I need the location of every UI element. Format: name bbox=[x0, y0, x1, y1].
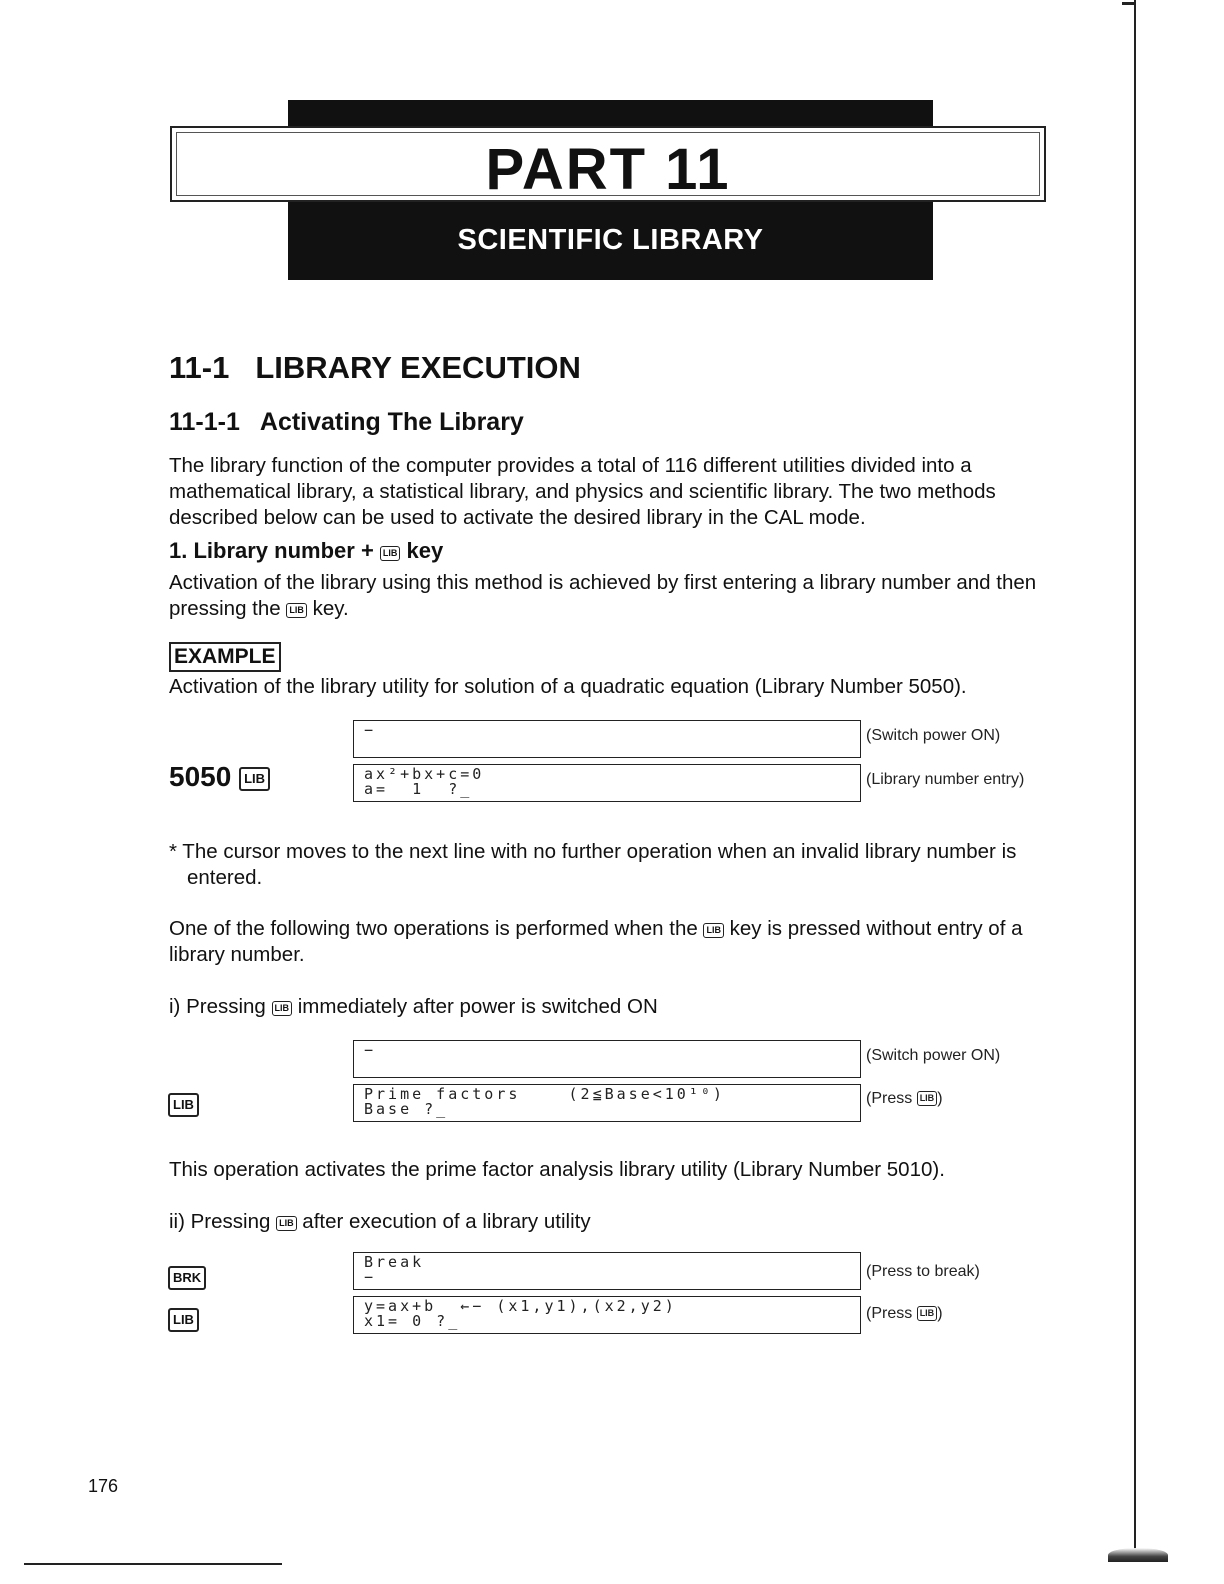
binding-rule bbox=[1134, 0, 1136, 1560]
library-number-entry: 5050 bbox=[169, 761, 232, 792]
subsection-title: Activating The Library bbox=[259, 408, 524, 436]
method1-heading-prefix: 1. Library number + bbox=[169, 538, 374, 563]
key-sequence bbox=[168, 1308, 199, 1332]
lib-key-icon: LIB bbox=[168, 1308, 199, 1332]
method1-heading-suffix: key bbox=[406, 538, 444, 563]
lib-key-icon: LIB bbox=[703, 923, 724, 938]
method1-text-a: Activation of the library using this method is achieved by first entering a library number and then pressing the bbox=[169, 571, 1037, 620]
lib-key-icon: LIB bbox=[168, 1093, 199, 1117]
note-prefix: (Press bbox=[866, 1090, 913, 1107]
case1-suffix: immediately after power is switched ON bbox=[297, 995, 658, 1018]
case2-prefix: ii) Pressing bbox=[169, 1210, 271, 1233]
lcd-line: x1= 0 ?_ bbox=[364, 1312, 461, 1330]
subsection-number: 11-1-1 bbox=[169, 408, 240, 436]
header-band bbox=[288, 202, 933, 280]
operations-intro-b: key is pressed without entry of a library number. bbox=[169, 917, 1023, 966]
footnote: * The cursor moves to the next line with no further operation when an invalid library number is entered. bbox=[169, 840, 1017, 889]
lcd-line: y=ax+b ←− (x1,y1),(x2,y2) bbox=[364, 1297, 677, 1315]
example-label: EXAMPLE bbox=[169, 642, 281, 672]
page-number: 176 bbox=[88, 1476, 119, 1496]
case2-heading bbox=[169, 1209, 1059, 1235]
lcd-line: a= 1 ?_ bbox=[364, 780, 473, 798]
operations-intro bbox=[169, 916, 1059, 968]
lcd-line: − bbox=[364, 721, 377, 739]
lcd-line: Prime factors (2≦Base<10¹⁰) bbox=[364, 1085, 725, 1103]
lcd-display bbox=[353, 764, 861, 802]
lcd-display bbox=[353, 1252, 861, 1290]
part-title-frame bbox=[170, 126, 1046, 202]
case1-result: This operation activates the prime factor analysis library utility (Library Number 5010). bbox=[169, 1158, 945, 1181]
lcd-display bbox=[353, 1084, 861, 1122]
lcd-display bbox=[353, 720, 861, 758]
bottom-rule bbox=[24, 1563, 282, 1565]
operations-intro-a: One of the following two operations is performed when the bbox=[169, 917, 698, 940]
lcd-line: Break bbox=[364, 1253, 425, 1271]
note-suffix: ) bbox=[937, 1090, 943, 1107]
screen-note: (Switch power ON) bbox=[866, 1047, 1001, 1064]
note-suffix: ) bbox=[937, 1305, 943, 1322]
section-heading bbox=[169, 350, 581, 386]
screen-note bbox=[866, 1305, 943, 1323]
header-band-top bbox=[288, 100, 933, 126]
key-sequence bbox=[168, 1093, 199, 1117]
screen-note: (Press to break) bbox=[866, 1263, 980, 1280]
case1-heading bbox=[169, 994, 1059, 1020]
brk-key-icon: BRK bbox=[168, 1266, 206, 1290]
lcd-line: − bbox=[364, 1268, 377, 1286]
case2-suffix: after execution of a library utility bbox=[302, 1210, 591, 1233]
chapter-title: SCIENTIFIC LIBRARY bbox=[457, 224, 764, 256]
method1-heading bbox=[169, 538, 443, 564]
section-title: LIBRARY EXECUTION bbox=[255, 350, 581, 385]
example-description: Activation of the library utility for solution of a quadratic equation (Library Number 5050). bbox=[169, 675, 967, 698]
lcd-display bbox=[353, 1040, 861, 1078]
key-sequence bbox=[168, 1266, 206, 1290]
page-curl bbox=[1108, 1548, 1168, 1562]
method1-paragraph bbox=[169, 570, 1059, 622]
lib-key-icon: LIB bbox=[917, 1306, 938, 1321]
subsection-heading bbox=[169, 408, 524, 437]
lib-key-icon: LIB bbox=[917, 1091, 938, 1106]
note-prefix: (Press bbox=[866, 1305, 913, 1322]
intro-paragraph: The library function of the computer provides a total of 116 different utilities divided into a mathematical library, a statistical library, and physics and scientific library. The two methods described below can be used to activate the desired library in the CAL mode. bbox=[169, 454, 996, 529]
case1-prefix: i) Pressing bbox=[169, 995, 266, 1018]
lcd-line: ax²+bx+c=0 bbox=[364, 765, 485, 783]
part-title: PART 11 bbox=[485, 137, 731, 202]
lcd-line: Base ?_ bbox=[364, 1100, 449, 1118]
key-sequence bbox=[169, 761, 270, 793]
lib-key-icon: LIB bbox=[286, 603, 307, 618]
lib-key-icon: LIB bbox=[272, 1001, 293, 1016]
lcd-line: − bbox=[364, 1041, 377, 1059]
lib-key-icon: LIB bbox=[380, 546, 401, 561]
screen-note: (Library number entry) bbox=[866, 771, 1025, 788]
lcd-display bbox=[353, 1296, 861, 1334]
section-number: 11-1 bbox=[169, 350, 230, 385]
screen-note: (Switch power ON) bbox=[866, 727, 1001, 744]
lib-key-icon: LIB bbox=[239, 767, 270, 791]
lib-key-icon: LIB bbox=[276, 1216, 297, 1231]
method1-text-b: key. bbox=[312, 597, 349, 620]
screen-note bbox=[866, 1090, 943, 1108]
